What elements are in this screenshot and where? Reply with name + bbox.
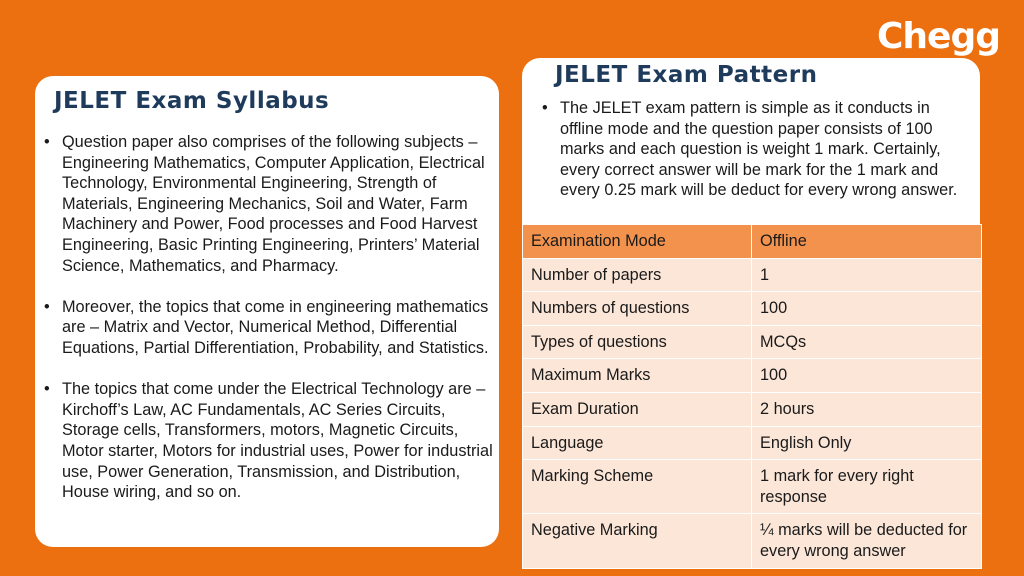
chegg-logo: Chegg: [876, 16, 1000, 57]
pattern-bullet-list: [533, 98, 973, 201]
table-cell-value: 100: [752, 292, 982, 326]
table-cell-label: Negative Marking: [523, 514, 752, 568]
table-cell-value: English Only: [752, 426, 982, 460]
table-row: [523, 325, 982, 359]
table-row: [523, 292, 982, 326]
table-row: [523, 359, 982, 393]
table-cell-label: Types of questions: [523, 325, 752, 359]
table-cell-value: 100: [752, 359, 982, 393]
table-cell-value: 2 hours: [752, 392, 982, 426]
syllabus-bullet-mathematics: • Moreover, the topics that come in engineering mathematics are – Matrix and Vector, Numerical Method, Differential Equations, Partial Differentiation, Probability, and Statistics.: [35, 297, 497, 359]
table-row: [523, 426, 982, 460]
syllabus-title: JELET Exam Syllabus: [54, 88, 330, 114]
table-cell-label: Number of papers: [523, 258, 752, 292]
pattern-bullet: • The JELET exam pattern is simple as it conducts in offline mode and the question paper consists of 100 marks and each question is weight 1 mark. Certainly, every correct answer will be mark for the 1 mark and every 0.25 mark will be deduct for every wrong answer.: [533, 98, 973, 201]
table-cell-value: ¼ marks will be deducted for every wrong answer: [752, 514, 982, 568]
syllabus-bullet-subjects: • Question paper also comprises of the following subjects – Engineering Mathematics, Computer Application, Electrical Technology, Environmental Engineering, Strength of Materials, Engineering Mechanics, Soil and Water, Farm Machinery and Power, Food processes and Food Harvest Engineering, Basic Printing Engineering, Printers’ Material Science, Mathematics, and Pharmacy.: [35, 132, 497, 276]
table-cell-label: Maximum Marks: [523, 359, 752, 393]
table-row-header: [523, 225, 982, 259]
syllabus-bullet-electrical: • The topics that come under the Electrical Technology are – Kirchoff’s Law, AC Fundamentals, AC Series Circuits, Storage cells, Transformers, motors, Magnetic Circuits, Motor starter, Motors for industrial uses, Power for industrial use, Power Generation, Transmission, and Distribution, House wiring, and so on.: [35, 379, 497, 503]
table-cell-label: Marking Scheme: [523, 460, 752, 514]
table-cell-value: 1: [752, 258, 982, 292]
table-cell-value: MCQs: [752, 325, 982, 359]
table-row: [523, 392, 982, 426]
table-cell-value: Offline: [752, 225, 982, 259]
table-cell-label: Examination Mode: [523, 225, 752, 259]
table-cell-label: Numbers of questions: [523, 292, 752, 326]
table-cell-value: 1 mark for every right response: [752, 460, 982, 514]
table-row: [523, 460, 982, 514]
pattern-title: JELET Exam Pattern: [555, 62, 818, 88]
table-cell-label: Language: [523, 426, 752, 460]
table-cell-label: Exam Duration: [523, 392, 752, 426]
syllabus-bullet-list: [35, 132, 497, 523]
syllabus-card: [35, 76, 499, 547]
table-row: [523, 514, 982, 568]
exam-pattern-table: [522, 224, 982, 569]
table-row: [523, 258, 982, 292]
